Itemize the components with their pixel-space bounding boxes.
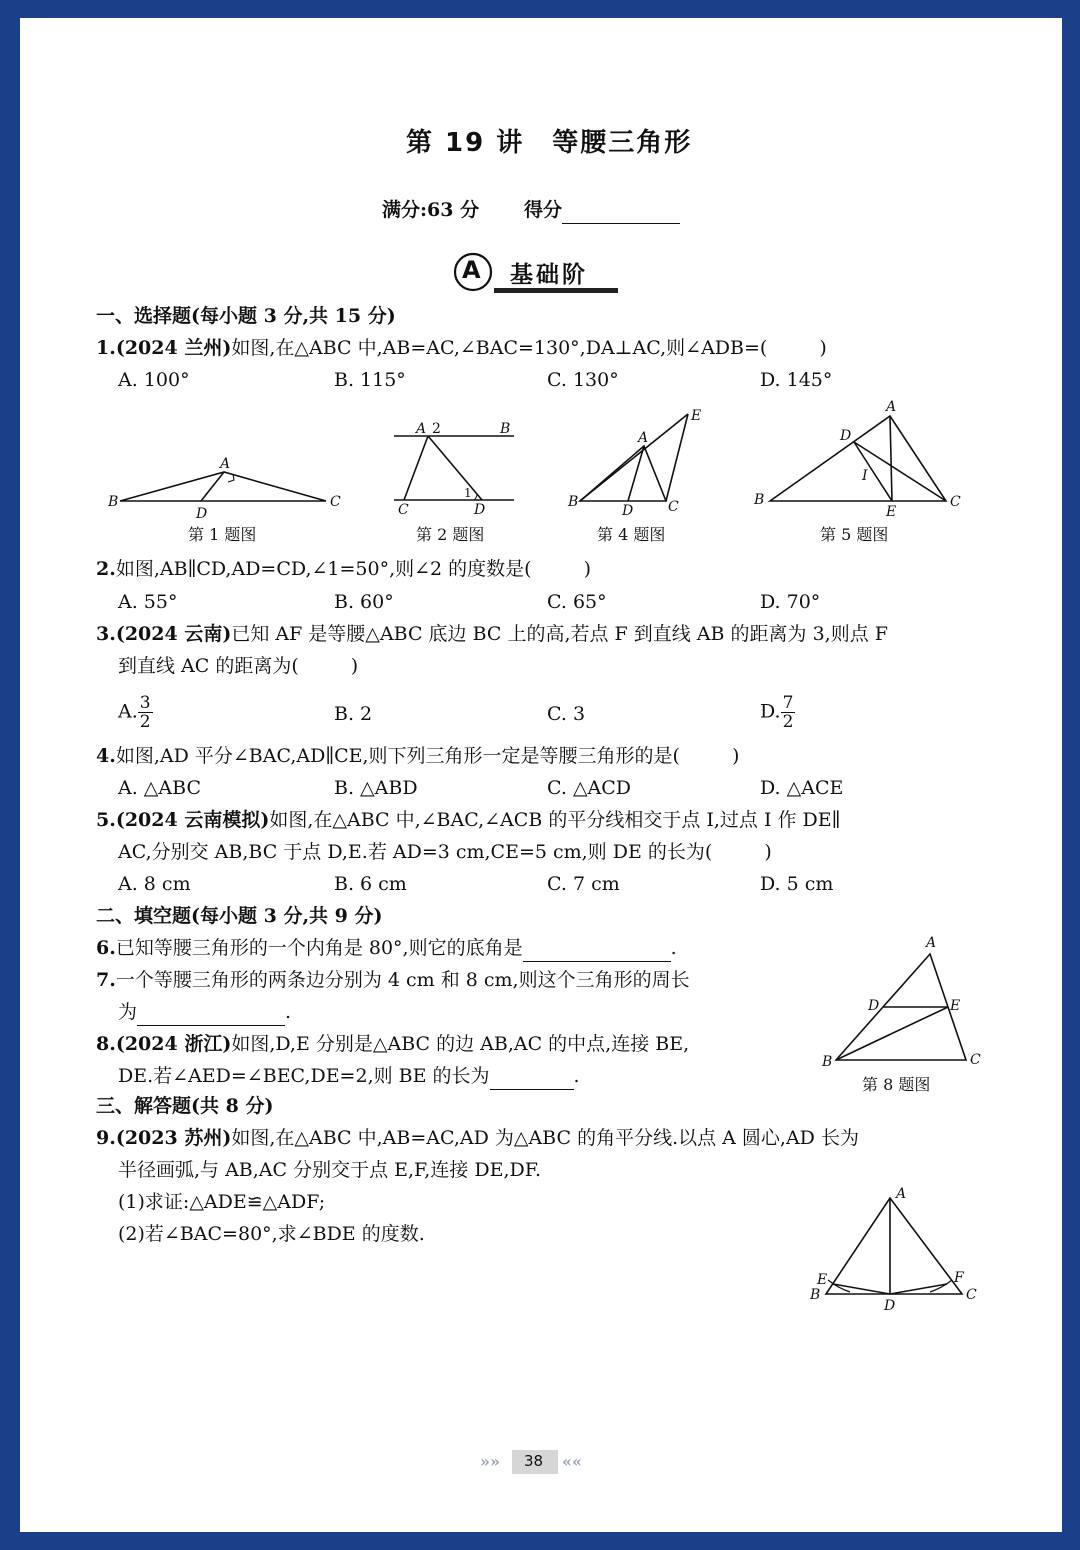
fig1-triangle	[120, 472, 326, 501]
q1-option-b: B. 115°	[334, 369, 406, 391]
page-number: 38	[524, 1452, 544, 1470]
fig2-label-2: 2	[432, 421, 441, 437]
q1-option-c: C. 130°	[547, 369, 619, 391]
q9-stem: 9.(2023 苏州)如图,在△ABC 中,AB=AC,AD 为△ABC 的角平分线.以点 A 圆心,AD 长为	[96, 1127, 859, 1149]
figure-4	[566, 406, 716, 516]
figure-5	[750, 398, 970, 520]
fig5-caption: 第 5 题图	[820, 525, 889, 544]
fig4-label-c: C	[668, 499, 679, 515]
q8-stem: 8.(2024 浙江)如图,D,E 分别是△ABC 的边 AB,AC 的中点,连接 BE,	[96, 1033, 690, 1055]
fig5-segment-di	[854, 442, 872, 470]
fig5-label-a: A	[886, 399, 897, 415]
fig1-label-b: B	[108, 494, 119, 510]
fig9-label-e: E	[817, 1272, 828, 1288]
fig9-label-f: F	[954, 1270, 964, 1286]
q6-stem: 6.已知等腰三角形的一个内角是 80°,则它的底角是 .	[96, 934, 677, 962]
fig2-label-c: C	[398, 502, 409, 516]
part3-heading: 三、解答题(共 8 分)	[96, 1095, 274, 1117]
q1-stem: 1.(2024 兰州)如图,在△ABC 中,AB=AC,∠BAC=130°,DA⊥AC,则∠ADB=( )	[96, 337, 827, 359]
fig2-caption: 第 2 题图	[416, 525, 485, 544]
q5-option-a: A. 8 cm	[118, 873, 191, 895]
fig9-label-a: A	[896, 1186, 907, 1202]
full-score: 满分:63 分	[382, 199, 480, 221]
q3-option-a: A. $\frac{3}{2}$	[118, 693, 151, 732]
fig4-triangle-abc	[580, 446, 666, 501]
q2-option-b: B. 60°	[334, 591, 394, 613]
fig9-label-b: B	[810, 1287, 821, 1303]
fig5-label-b: B	[754, 492, 765, 508]
q5-option-c: C. 7 cm	[547, 873, 620, 895]
q1-option-d: D. 145°	[760, 369, 833, 391]
fig1-segment-ad	[201, 472, 224, 501]
q4-stem: 4.如图,AD 平分∠BAC,AD∥CE,则下列三角形一定是等腰三角形的是( )	[96, 745, 740, 767]
q9-subquestion-1: (1)求证:△ADE≌△ADF;	[118, 1191, 326, 1213]
fig5-segment-ie	[872, 470, 892, 501]
fig8-label-c: C	[970, 1052, 981, 1068]
fig8-label-a: A	[926, 935, 937, 951]
q5-stem-line2: AC,分别交 AB,BC 于点 D,E.若 AD=3 cm,CE=5 cm,则 DE 的长为( )	[118, 841, 772, 863]
q7-stem: 7.一个等腰三角形的两条边分别为 4 cm 和 8 cm,则这个三角形的周长	[96, 969, 690, 991]
fig5-bisector-cd	[854, 442, 946, 501]
q2-option-c: C. 65°	[547, 591, 607, 613]
fig5-bisector-ae	[890, 416, 892, 501]
q4-option-a: A. △ABC	[118, 777, 201, 799]
fig2-segment-ac	[404, 436, 428, 500]
fig2-label-a: A	[416, 421, 427, 437]
fig2-label-1: 1	[464, 486, 472, 500]
part1-heading: 一、选择题(每小题 3 分,共 15 分)	[96, 305, 396, 327]
score-blank[interactable]	[562, 203, 680, 224]
fig8-segment-be	[836, 1007, 948, 1060]
badge-letter: A	[462, 256, 481, 284]
fig4-label-b: B	[568, 494, 579, 510]
q4-option-b: B. △ABD	[334, 777, 418, 799]
fig4-caption: 第 4 题图	[597, 525, 666, 544]
q3-stem-line2: 到直线 AC 的距离为( )	[118, 655, 359, 677]
q4-option-d: D. △ACE	[760, 777, 844, 799]
q1-option-a: A. 100°	[118, 369, 190, 391]
figure-1	[100, 438, 350, 533]
score-label: 得分	[524, 196, 680, 224]
q5-option-b: B. 6 cm	[334, 873, 407, 895]
fig2-label-d: D	[474, 502, 486, 516]
q8-stem-line2: DE.若∠AED=∠BEC,DE=2,则 BE 的长为 .	[118, 1062, 580, 1090]
fig8-label-e: E	[950, 998, 961, 1014]
fig4-segment-ad	[628, 446, 644, 501]
q5-option-d: D. 5 cm	[760, 873, 834, 895]
q2-option-d: D. 70°	[760, 591, 821, 613]
chevrons-left-icon: ««	[562, 1452, 582, 1471]
part2-heading: 二、填空题(每小题 3 分,共 9 分)	[96, 905, 383, 927]
fig2-segment-ad	[428, 436, 482, 500]
q4-option-c: C. △ACD	[547, 777, 632, 799]
fig5-label-c: C	[950, 494, 961, 510]
fig1-caption: 第 1 题图	[188, 525, 257, 544]
q3-option-b: B. 2	[334, 703, 373, 725]
fig5-label-d: D	[840, 428, 852, 444]
fig1-label-c: C	[330, 494, 341, 510]
q8-answer-blank[interactable]	[490, 1069, 574, 1090]
fig4-segment-be	[580, 414, 688, 501]
q3-option-d-fraction: $\frac{7}{2}$	[782, 693, 794, 732]
fig9-label-d: D	[884, 1298, 896, 1314]
figure-9	[804, 1184, 984, 1318]
fig4-segment-ec	[666, 414, 688, 501]
section-badge	[452, 250, 622, 300]
q6-answer-blank[interactable]	[523, 941, 671, 962]
worksheet-page	[20, 18, 1062, 1532]
q3-option-a-fraction: $\frac{3}{2}$	[139, 693, 151, 732]
fig4-label-a: A	[638, 430, 649, 446]
fig5-triangle	[770, 416, 946, 501]
fig4-label-d: D	[622, 503, 634, 516]
fig1-label-a: A	[220, 456, 231, 472]
page-title: 第 19 讲 等腰三角形	[406, 128, 693, 158]
chevrons-right-icon: »»	[480, 1452, 500, 1471]
fig2-angle1-arc	[474, 494, 477, 500]
fig4-label-e: E	[691, 408, 702, 424]
fig9-triangle	[826, 1198, 962, 1294]
fig8-label-d: D	[868, 998, 880, 1014]
fig1-label-d: D	[196, 506, 208, 522]
figure-8	[816, 930, 986, 1070]
fig2-label-b: B	[500, 421, 511, 437]
q9-subquestion-2: (2)若∠BAC=80°,求∠BDE 的度数.	[118, 1223, 425, 1245]
page-number-footer	[480, 1450, 600, 1476]
badge-label: 基础阶	[510, 262, 588, 288]
q2-stem: 2.如图,AB∥CD,AD=CD,∠1=50°,则∠2 的度数是( )	[96, 558, 592, 580]
fig8-caption: 第 8 题图	[862, 1075, 931, 1094]
q7-stem-line2: 为 .	[118, 998, 291, 1026]
fig1-right-angle-mark	[228, 474, 234, 482]
figure-2	[392, 416, 522, 516]
q2-option-a: A. 55°	[118, 591, 178, 613]
fig9-label-c: C	[966, 1287, 977, 1303]
q5-stem: 5.(2024 云南模拟)如图,在△ABC 中,∠BAC,∠ACB 的平分线相交于点 I,过点 I 作 DE∥	[96, 809, 841, 831]
q7-answer-blank[interactable]	[137, 1005, 285, 1026]
fig5-label-i: I	[862, 468, 868, 484]
q3-option-d: D. $\frac{7}{2}$	[760, 693, 794, 732]
fig5-label-e: E	[886, 504, 897, 520]
fig8-label-b: B	[822, 1054, 833, 1070]
q3-stem: 3.(2024 云南)已知 AF 是等腰△ABC 底边 BC 上的高,若点 F 到直线 AB 的距离为 3,则点 F	[96, 623, 888, 645]
q9-stem-line2: 半径画弧,与 AB,AC 分别交于点 E,F,连接 DE,DF.	[118, 1159, 541, 1181]
q3-option-c: C. 3	[547, 703, 586, 725]
